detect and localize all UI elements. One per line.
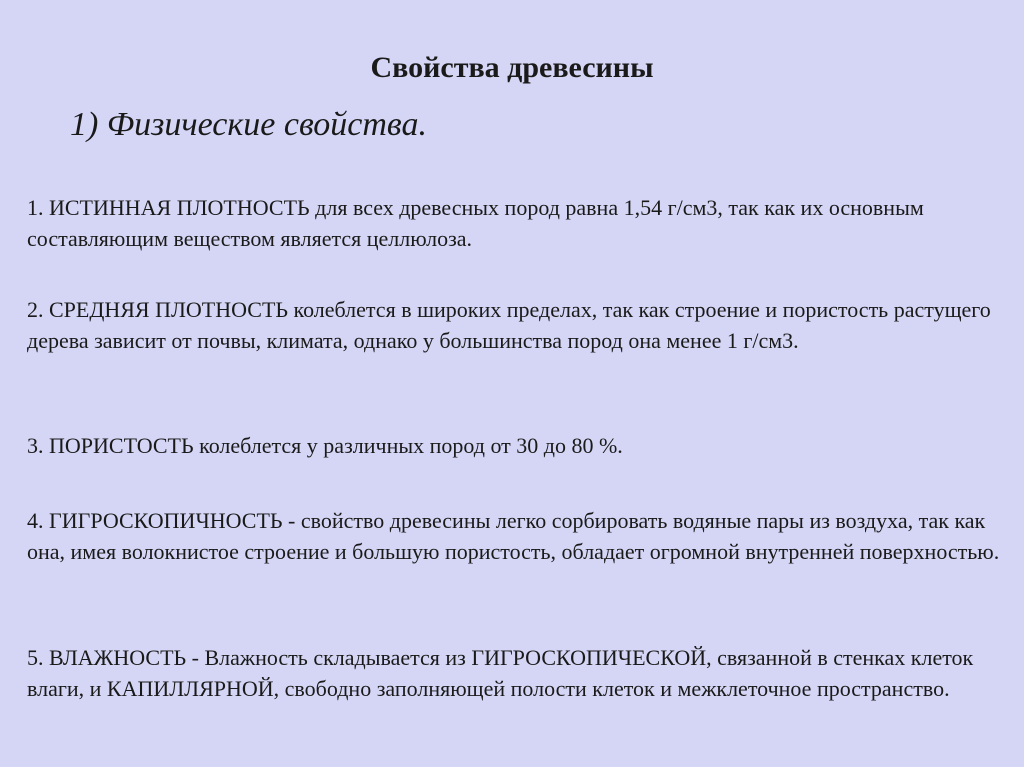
paragraph-hygroscopicity: 4. ГИГРОСКОПИЧНОСТЬ - свойство древесины легко сорбировать водяные пары из воздуха, так как она, имея волокнистое строение и большую пористость, обладает огромной внутренней поверхностью. [27,508,1000,564]
paragraph-average-density: 2. СРЕДНЯЯ ПЛОТНОСТЬ колеблется в широких пределах, так как строение и пористость растущего дерева зависит от почвы, климата, однако у большинства пород она менее 1 г/см3. [27,297,991,353]
slide-title: Свойства древесины [370,51,654,84]
paragraph-porosity: 3. ПОРИСТОСТЬ колеблется у различных пород от 30 до 80 %. [27,433,623,458]
paragraph-true-density: 1. ИСТИННАЯ ПЛОТНОСТЬ для всех древесных пород равна 1,54 г/см3, так как их основным составляющим веществом является целлюлоза. [27,195,924,251]
slide-subtitle: 1) Физические свойства. [70,106,427,143]
paragraph-moisture: 5. ВЛАЖНОСТЬ - Влажность складывается из ГИГРОСКОПИЧЕСКОЙ, связанной в стенках клеток влаги, и КАПИЛЛЯРНОЙ, свободно заполняющей полости клеток и межклеточное пространство. [27,645,974,701]
